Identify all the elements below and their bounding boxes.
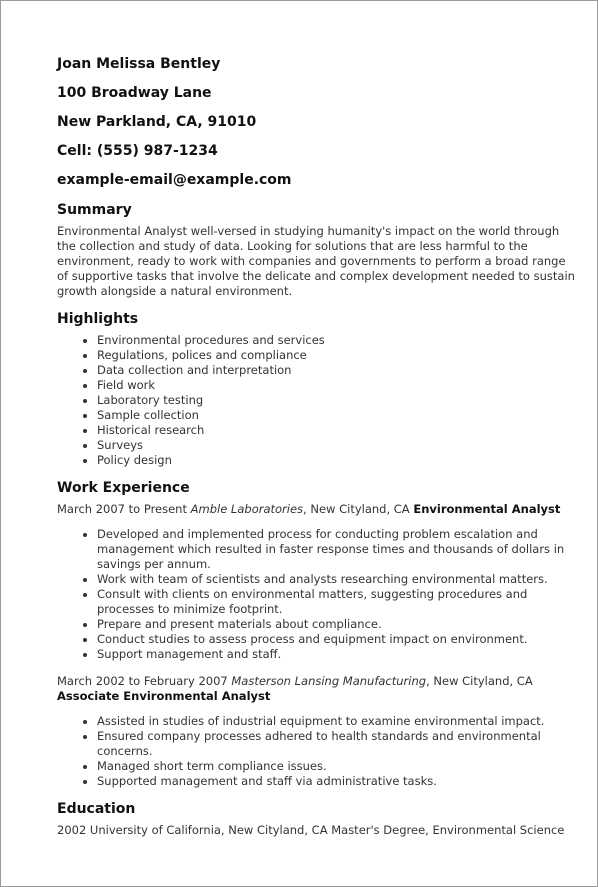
job-title: Environmental Analyst [413, 502, 561, 516]
contact-city: New Parkland, CA, 91010 [57, 114, 257, 130]
summary-text: Environmental Analyst well-versed in studying humanity's impact on the world through the collection and study of data. Looking for solutions that are less harmful to the environment, ready to work with companies and governments to perform a broad range of supportive tasks that involve the delicate and complex development needed to sustain growth alongside a natural environment. [57, 224, 575, 298]
resume-page [57, 50, 577, 838]
job-location: , New Cityland, CA [303, 502, 414, 516]
job-bullet: • Supported management and staff via administrative tasks. [97, 774, 577, 789]
highlight-item: • Policy design [97, 453, 577, 468]
job-dates: March 2002 to February 2007 [57, 674, 228, 688]
job-bullet: • Work with team of scientists and analysts researching environmental matters. [97, 572, 577, 587]
experience-heading: Work Experience [57, 480, 190, 496]
job-bullet: • Support management and staff. [97, 647, 577, 662]
contact-name: Joan Melissa Bentley [57, 56, 221, 72]
education-line: 2002 University of California, New Cityland, CA Master's Degree, Environmental Science [57, 823, 565, 837]
job-bullet: • Developed and implemented process for conducting problem escalation and management which resulted in faster response times and thousands of dollars in savings per annum. [97, 527, 577, 572]
contact-email: example-email@example.com [57, 172, 292, 188]
job-header [57, 502, 577, 517]
job-dates: March 2007 to Present [57, 502, 187, 516]
job-bullet: • Prepare and present materials about compliance. [97, 617, 577, 632]
job-bullets [57, 527, 577, 662]
job-entry [57, 674, 577, 789]
job-title: Associate Environmental Analyst [57, 689, 271, 703]
job-bullet: • Assisted in studies of industrial equipment to examine environmental impact. [97, 714, 577, 729]
job-company: Amble Laboratories [190, 502, 304, 516]
highlight-item: • Regulations, polices and compliance [97, 348, 577, 363]
contact-cell: Cell: (555) 987-1234 [57, 143, 218, 159]
highlights-list [57, 333, 577, 468]
job-bullet: • Ensured company processes adhered to health standards and environmental concerns. [97, 729, 577, 759]
highlight-item: • Sample collection [97, 408, 577, 423]
job-entry [57, 502, 577, 662]
job-bullet: • Managed short term compliance issues. [97, 759, 577, 774]
job-header [57, 674, 577, 704]
summary-heading: Summary [57, 202, 132, 218]
highlight-item: • Data collection and interpretation [97, 363, 577, 378]
contact-street: 100 Broadway Lane [57, 85, 212, 101]
education-heading: Education [57, 801, 136, 817]
job-bullets [57, 714, 577, 789]
job-bullet: • Conduct studies to assess process and equipment impact on environment. [97, 632, 577, 647]
job-location: , New Cityland, CA [426, 674, 533, 688]
job-bullet: • Consult with clients on environmental matters, suggesting procedures and processes to minimize footprint. [97, 587, 577, 617]
highlight-item: • Historical research [97, 423, 577, 438]
highlight-item: • Surveys [97, 438, 577, 453]
job-company: Masterson Lansing Manufacturing [231, 674, 427, 688]
highlights-heading: Highlights [57, 311, 139, 327]
highlight-item: • Field work [97, 378, 577, 393]
highlight-item: • Environmental procedures and services [97, 333, 577, 348]
highlight-item: • Laboratory testing [97, 393, 577, 408]
contact-block [57, 50, 577, 195]
